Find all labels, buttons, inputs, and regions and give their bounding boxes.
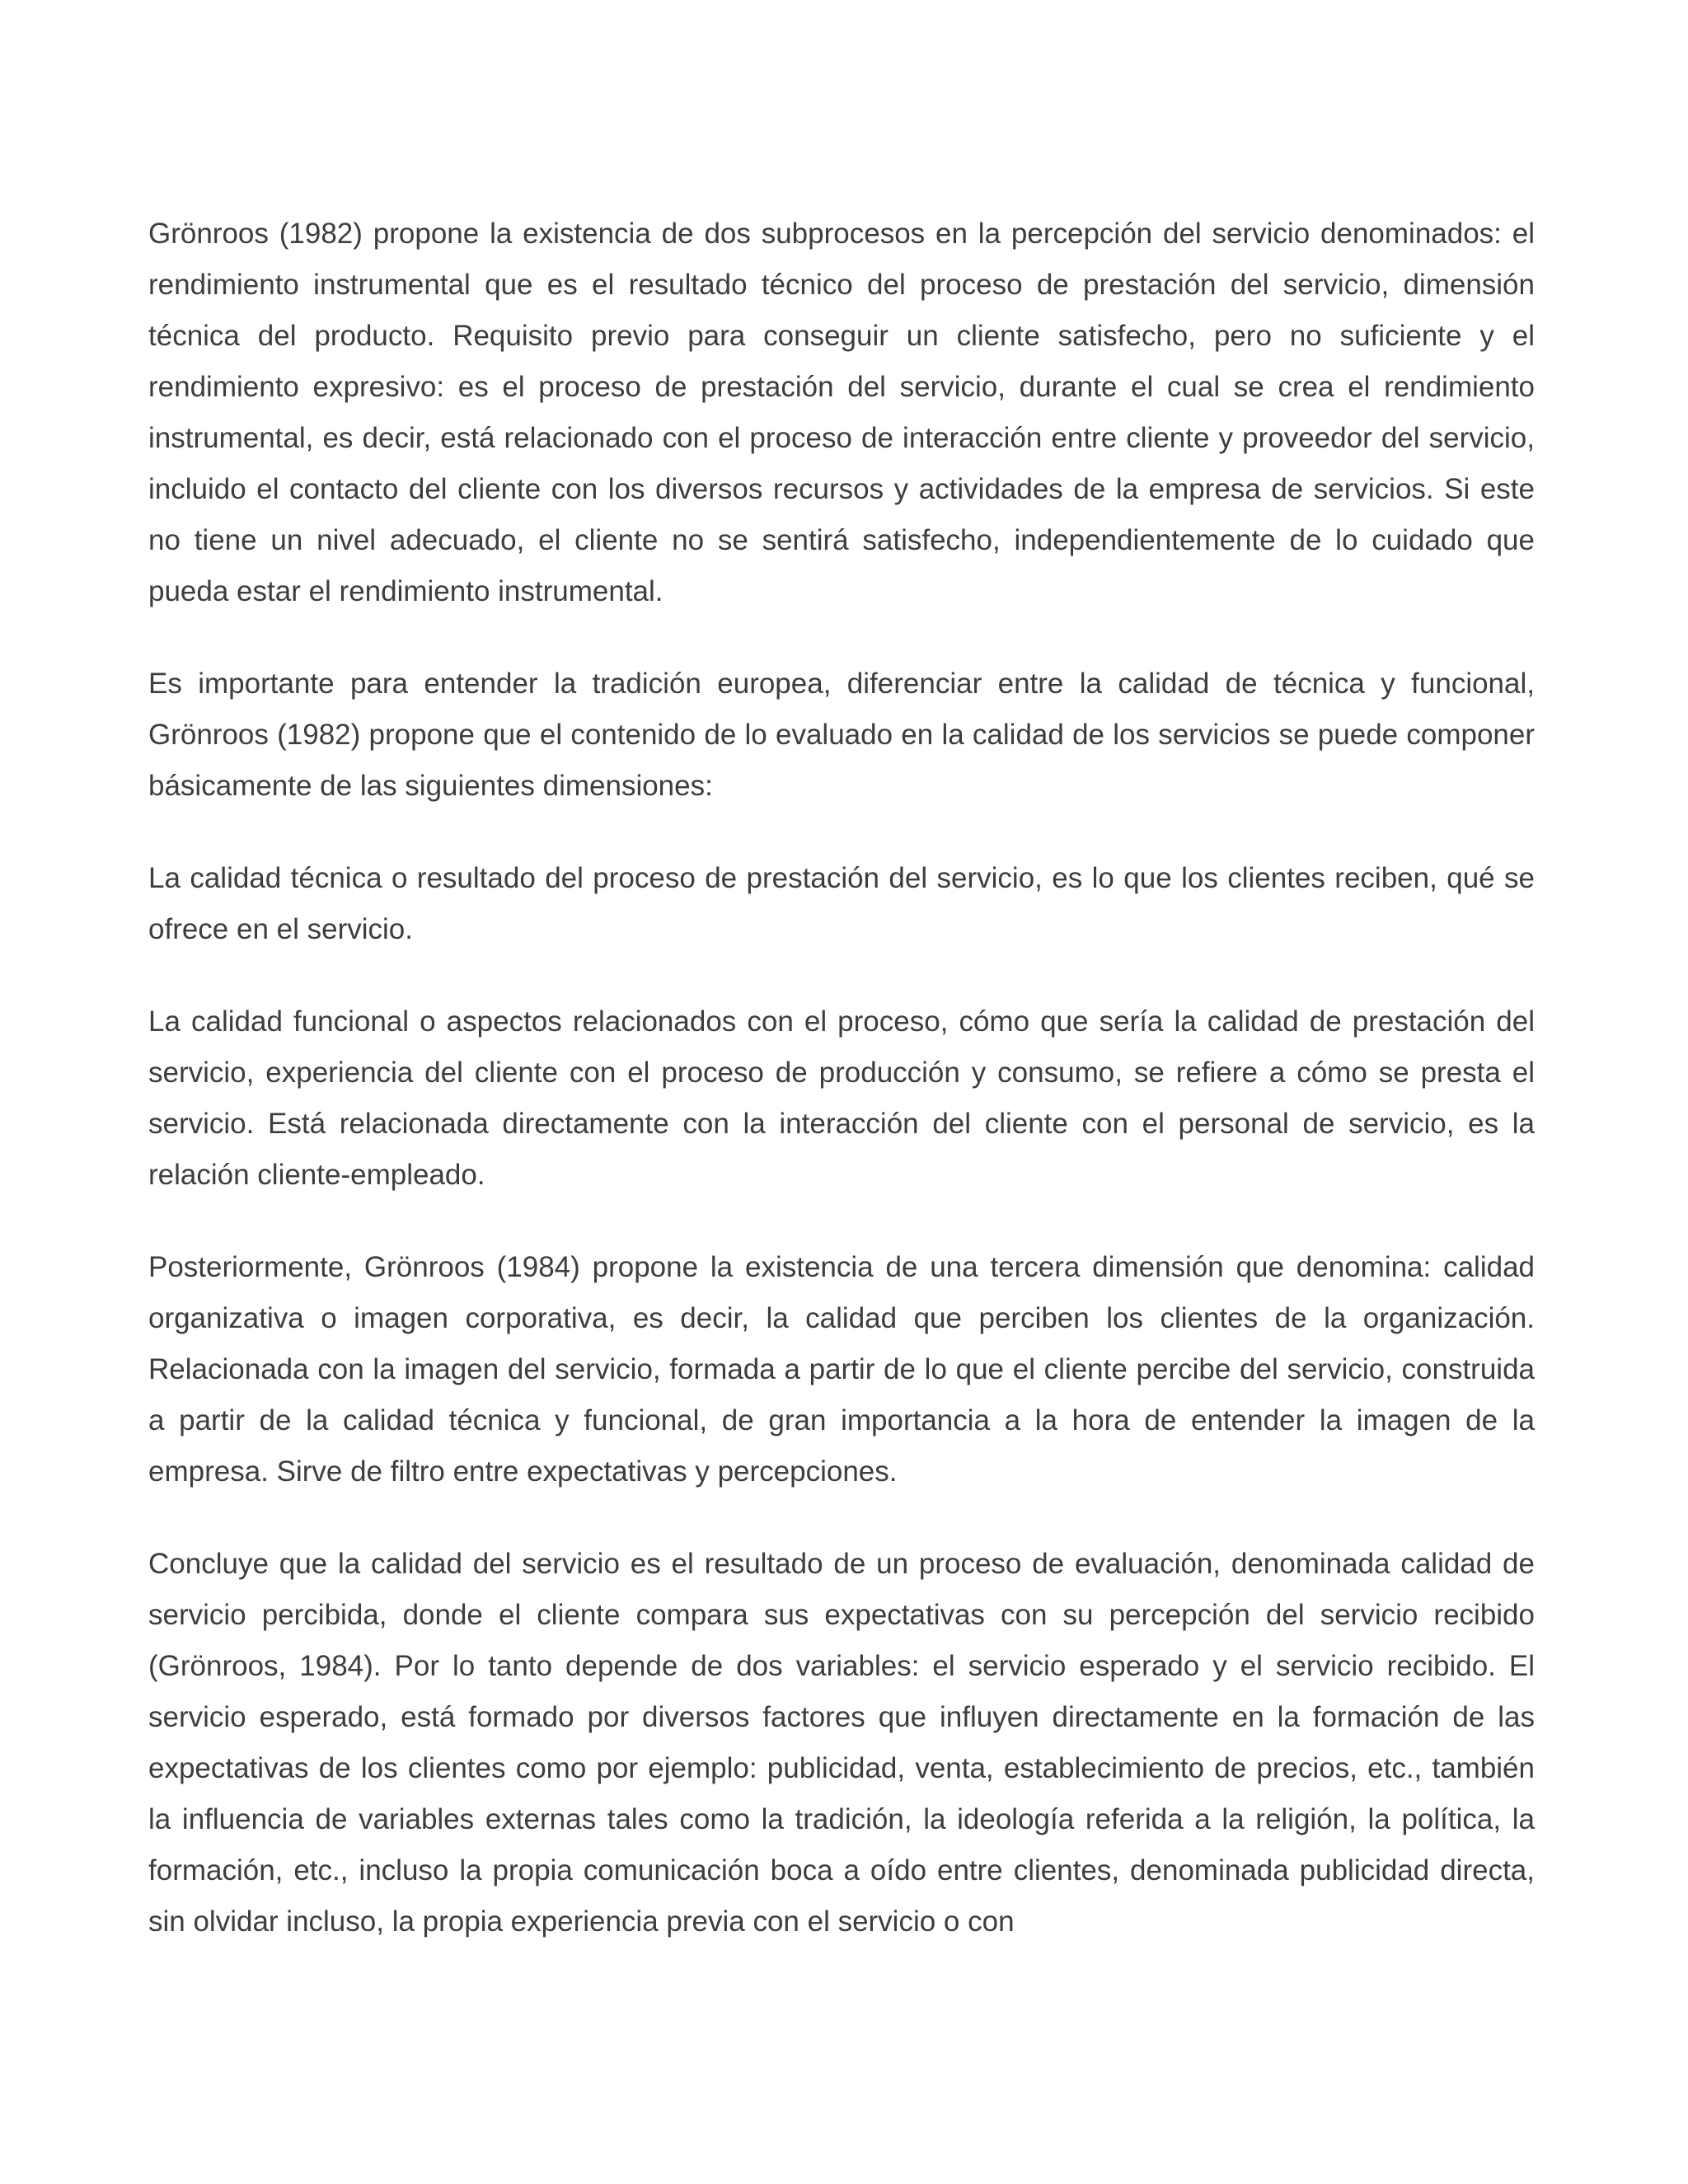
paragraph-conclusion: Concluye que la calidad del servicio es el resultado de un proceso de evaluación, denominada calidad de servicio percibida, donde el cliente compara sus expectativas con su percepción del servicio recibido (Grönroos, 1984). Por lo tanto depende de dos variables: el servicio esperado y el servicio recibido. El servicio esperado, está formado por diversos factores que influyen directamente en la formación de las expectativas de los clientes como por ejemplo: publicidad, venta, establecimiento de precios, etc., también la influencia de variables externas tales como la tradición, la ideología referida a la religión, la política, la formación, etc., incluso la propia comunicación boca a oído entre clientes, denominada publicidad directa, sin olvidar incluso, la propia experiencia previa con el servicio o con — [148, 1548, 1535, 1938]
paragraph-calidad-funcional: La calidad funcional o aspectos relacionados con el proceso, cómo que sería la calidad de prestación del servicio, experiencia del cliente con el proceso de producción y consumo, se refiere a cómo se presta el servicio. Está relacionada directamente con la interacción del cliente con el personal de servicio, es la relación cliente-empleado. — [148, 1005, 1535, 1191]
paragraph-tradicion-europea: Es importante para entender la tradición europea, diferenciar entre la calidad de técnica y funcional, Grönroos (1982) propone que el contenido de lo evaluado en la calidad de los servicios se puede componer básicamente de las siguientes dimensiones: — [148, 668, 1535, 802]
paragraph-calidad-tecnica: La calidad técnica o resultado del proceso de prestación del servicio, es lo que los clientes reciben, qué se ofrece en el servicio. — [148, 862, 1535, 945]
paragraph-tercera-dimension: Posteriormente, Grönroos (1984) propone la existencia de una tercera dimensión que denomina: calidad organizativa o imagen corporativa, es decir, la calidad que perciben los clientes de la organización. Relacionada con la imagen del servicio, formada a partir de lo que el cliente percibe del servicio, construida a partir de la calidad técnica y funcional, de gran importancia a la hora de entender la imagen de la empresa. Sirve de filtro entre expectativas y percepciones. — [148, 1251, 1535, 1488]
paragraph-subprocesos: Grönroos (1982) propone la existencia de dos subprocesos en la percepción del servicio denominados: el rendimiento instrumental que es el resultado técnico del proceso de prestación del servicio, dimensión técnica del producto. Requisito previo para conseguir un cliente satisfecho, pero no suficiente y el rendimiento expresivo: es el proceso de prestación del servicio, durante el cual se crea el rendimiento instrumental, es decir, está relacionado con el proceso de interacción entre cliente y proveedor del servicio, incluido el contacto del cliente con los diversos recursos y actividades de la empresa de servicios. Si este no tiene un nivel adecuado, el cliente no se sentirá satisfecho, independientemente de lo cuidado que pueda estar el rendimiento instrumental. — [148, 218, 1535, 607]
document-body — [148, 209, 1535, 1989]
